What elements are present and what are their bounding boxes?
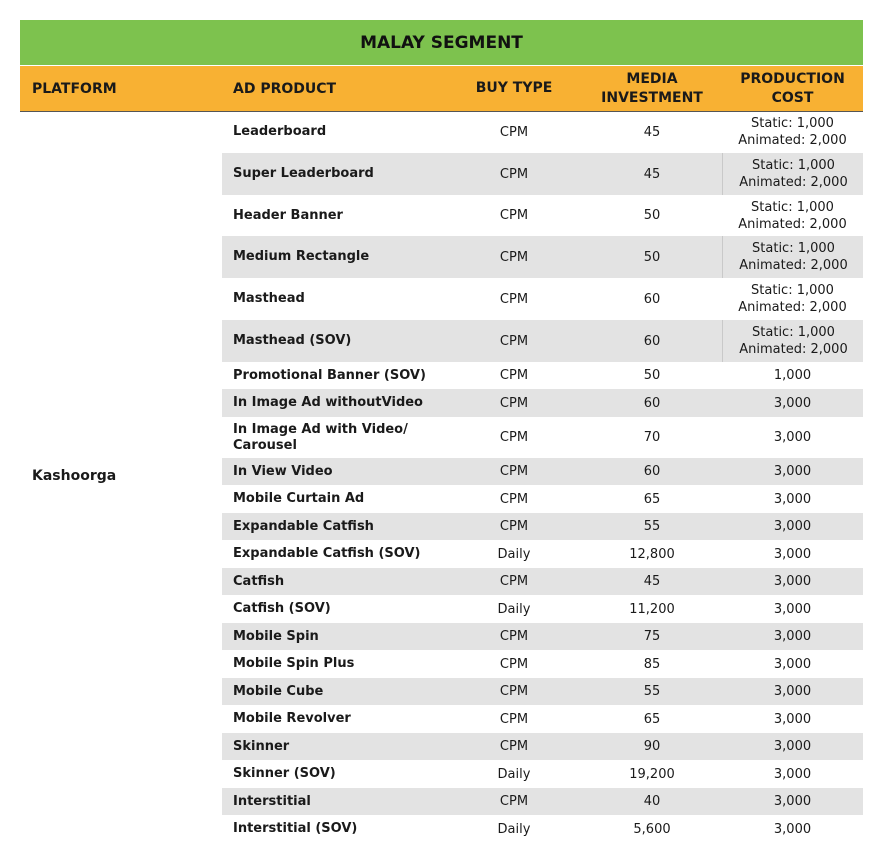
table-row — [222, 320, 863, 362]
production-cost-line1: Static: 1,000 — [751, 116, 834, 131]
ad-product-cell: Catfish — [233, 573, 285, 589]
table-row — [222, 485, 863, 513]
header-production-cost-line2: COST — [771, 89, 814, 106]
ad-product-cell: Super Leaderboard — [233, 166, 374, 181]
production-cost-cell — [722, 788, 863, 815]
media-investment-cell: 85 — [643, 656, 661, 672]
production-cost-cell — [722, 568, 863, 595]
production-cost-cell — [722, 650, 863, 678]
ad-product-cell: Mobile Spin — [233, 628, 319, 644]
production-cost-line1: 3,000 — [773, 519, 812, 534]
table-row — [222, 788, 863, 815]
media-investment-cell: 11,200 — [629, 601, 675, 617]
ad-product-cell: Masthead (SOV) — [233, 333, 352, 348]
production-cost-line1: 3,000 — [773, 491, 812, 507]
production-cost-line2: Animated: 2,000 — [738, 300, 847, 315]
media-investment-cell: 50 — [643, 249, 661, 265]
buy-type-cell: CPM — [499, 491, 529, 507]
buy-type-cell: CPM — [499, 684, 529, 699]
production-cost-line1: 3,000 — [773, 739, 812, 754]
production-cost-line1: Static: 1,000 — [751, 283, 834, 298]
table-row — [222, 195, 863, 236]
production-cost-cell — [722, 153, 864, 195]
ad-product-cell: In Image Ad with Video/ Carousel — [233, 421, 408, 453]
buy-type-cell: Daily — [497, 766, 531, 782]
table-row — [222, 458, 863, 485]
ad-product-cell: Leaderboard — [233, 124, 327, 139]
production-cost-line1: 3,000 — [773, 684, 812, 699]
ad-product-cell: Medium Rectangle — [233, 249, 370, 264]
table-row — [222, 540, 863, 568]
production-cost-cell — [722, 678, 863, 705]
ad-product-cell: In Image Ad withoutVideo — [233, 395, 423, 410]
table-row — [222, 236, 863, 278]
buy-type-cell: CPM — [499, 208, 529, 223]
buy-type-cell: CPM — [499, 464, 529, 479]
buy-type-cell: CPM — [499, 794, 529, 809]
production-cost-line1: Static: 1,000 — [752, 158, 835, 173]
media-investment-cell: 75 — [643, 629, 661, 644]
buy-type-cell: CPM — [499, 395, 529, 411]
production-cost-cell — [722, 389, 863, 417]
production-cost-cell — [722, 195, 863, 236]
ad-product-cell: Expandable Catfish — [233, 518, 374, 534]
ad-product-cell: Expandable Catfish (SOV) — [233, 546, 421, 561]
production-cost-cell — [722, 733, 863, 760]
table-row — [222, 568, 863, 595]
table-row — [222, 595, 863, 623]
production-cost-cell — [722, 623, 863, 650]
production-cost-line1: 3,000 — [773, 821, 812, 837]
production-cost-line1: 3,000 — [773, 794, 812, 809]
media-investment-cell: 60 — [643, 395, 661, 411]
media-investment-cell: 5,600 — [633, 821, 671, 837]
production-cost-cell — [722, 111, 863, 153]
buy-type-cell: Daily — [497, 821, 531, 837]
production-cost-line2: Animated: 2,000 — [739, 342, 848, 357]
ad-product-cell: Mobile Revolver — [233, 711, 351, 726]
media-investment-cell: 70 — [643, 430, 661, 445]
production-cost-line1: 3,000 — [773, 464, 812, 479]
production-cost-line1: 3,000 — [773, 546, 812, 562]
ad-product-cell: Masthead — [233, 291, 305, 306]
table-row — [222, 111, 863, 153]
buy-type-cell: CPM — [499, 519, 529, 534]
header-platform: PLATFORM — [32, 80, 117, 97]
buy-type-cell: Daily — [497, 546, 531, 562]
ad-product-cell: Mobile Cube — [233, 683, 324, 699]
header-media-investment — [592, 66, 712, 111]
header-ad-product: AD PRODUCT — [233, 80, 337, 97]
table-row — [222, 733, 863, 760]
production-cost-line1: Static: 1,000 — [752, 325, 835, 340]
media-investment-cell: 50 — [643, 368, 661, 383]
ad-product-cell: Interstitial — [233, 793, 311, 809]
table-row — [222, 678, 863, 705]
ad-product-cell: Skinner (SOV) — [233, 766, 336, 781]
production-cost-line1: 3,000 — [773, 766, 812, 782]
production-cost-cell — [722, 278, 863, 320]
production-cost-cell — [722, 458, 863, 485]
media-investment-cell: 60 — [643, 333, 661, 349]
table-title: MALAY SEGMENT — [20, 20, 863, 65]
production-cost-line2: Animated: 2,000 — [738, 216, 847, 232]
buy-type-cell: CPM — [499, 656, 529, 672]
media-investment-cell: 45 — [643, 574, 661, 589]
production-cost-cell — [722, 513, 863, 540]
ad-product-cell: Promotional Banner (SOV) — [233, 367, 426, 383]
table-row — [222, 278, 863, 320]
ad-product-cell: In View Video — [233, 463, 333, 479]
buy-type-cell: CPM — [499, 333, 529, 349]
media-investment-cell: 90 — [643, 739, 661, 754]
buy-type-cell: CPM — [499, 629, 529, 644]
media-investment-cell: 50 — [643, 208, 661, 223]
table-row — [222, 705, 863, 733]
platform-name: Kashoorga — [32, 468, 117, 484]
table-row — [222, 650, 863, 678]
ad-product-cell: Interstitial (SOV) — [233, 821, 358, 836]
media-investment-cell: 55 — [643, 519, 661, 534]
production-cost-cell — [722, 236, 864, 278]
header-media-investment-line1: MEDIA — [626, 70, 678, 87]
ad-product-cell: Mobile Spin Plus — [233, 656, 355, 671]
buy-type-cell: CPM — [499, 574, 529, 589]
production-cost-line1: 3,000 — [773, 711, 812, 727]
production-cost-line1: 3,000 — [773, 395, 812, 411]
production-cost-line1: 1,000 — [773, 368, 812, 383]
header-buy-type: BUY TYPE — [475, 80, 553, 96]
production-cost-line1: 3,000 — [773, 656, 812, 672]
table-row — [222, 417, 863, 458]
production-cost-cell — [722, 362, 863, 389]
media-investment-cell: 45 — [643, 166, 661, 182]
table-row — [222, 623, 863, 650]
table-header — [20, 66, 863, 112]
media-investment-cell: 65 — [643, 491, 661, 507]
production-cost-line1: Static: 1,000 — [751, 199, 834, 215]
ad-product-cell: Header Banner — [233, 207, 343, 223]
production-cost-line1: 3,000 — [773, 430, 812, 445]
buy-type-cell: CPM — [499, 739, 529, 754]
production-cost-cell — [722, 815, 863, 843]
production-cost-cell — [722, 760, 863, 788]
media-investment-cell: 45 — [643, 124, 661, 140]
table-row — [222, 153, 863, 195]
header-production-cost-line1: PRODUCTION — [740, 70, 845, 87]
ad-product-cell: Skinner — [233, 738, 290, 754]
production-cost-line1: Static: 1,000 — [752, 241, 835, 256]
table-row — [222, 513, 863, 540]
buy-type-cell: CPM — [499, 368, 529, 383]
media-investment-cell: 65 — [643, 711, 661, 727]
buy-type-cell: Daily — [497, 601, 531, 617]
production-cost-cell — [722, 417, 863, 458]
media-investment-cell: 60 — [643, 291, 661, 307]
media-investment-cell: 40 — [643, 794, 661, 809]
production-cost-line1: 3,000 — [773, 574, 812, 589]
production-cost-cell — [722, 485, 863, 513]
production-cost-cell — [722, 540, 863, 568]
media-investment-cell: 55 — [643, 684, 661, 699]
header-production-cost — [722, 66, 863, 111]
production-cost-line1: 3,000 — [773, 601, 812, 617]
buy-type-cell: CPM — [499, 711, 529, 727]
production-cost-line1: 3,000 — [773, 629, 812, 644]
media-investment-cell: 60 — [643, 464, 661, 479]
production-cost-cell — [722, 705, 863, 733]
table-row — [222, 362, 863, 389]
buy-type-cell: CPM — [499, 430, 529, 445]
production-cost-cell — [722, 320, 864, 362]
ad-product-cell: Mobile Curtain Ad — [233, 491, 365, 506]
table-row — [222, 815, 863, 843]
production-cost-line2: Animated: 2,000 — [738, 133, 847, 148]
ad-product-cell: Catfish (SOV) — [233, 601, 331, 616]
table-row — [222, 760, 863, 788]
table-row — [222, 389, 863, 417]
media-investment-cell: 12,800 — [629, 546, 675, 562]
buy-type-cell: CPM — [499, 291, 529, 307]
production-cost-cell — [722, 595, 863, 623]
header-media-investment-line2: INVESTMENT — [601, 89, 703, 106]
media-investment-cell: 19,200 — [629, 766, 675, 782]
production-cost-line2: Animated: 2,000 — [739, 258, 848, 273]
buy-type-cell: CPM — [499, 249, 529, 265]
production-cost-line2: Animated: 2,000 — [739, 175, 848, 190]
buy-type-cell: CPM — [499, 166, 529, 182]
buy-type-cell: CPM — [499, 124, 529, 140]
